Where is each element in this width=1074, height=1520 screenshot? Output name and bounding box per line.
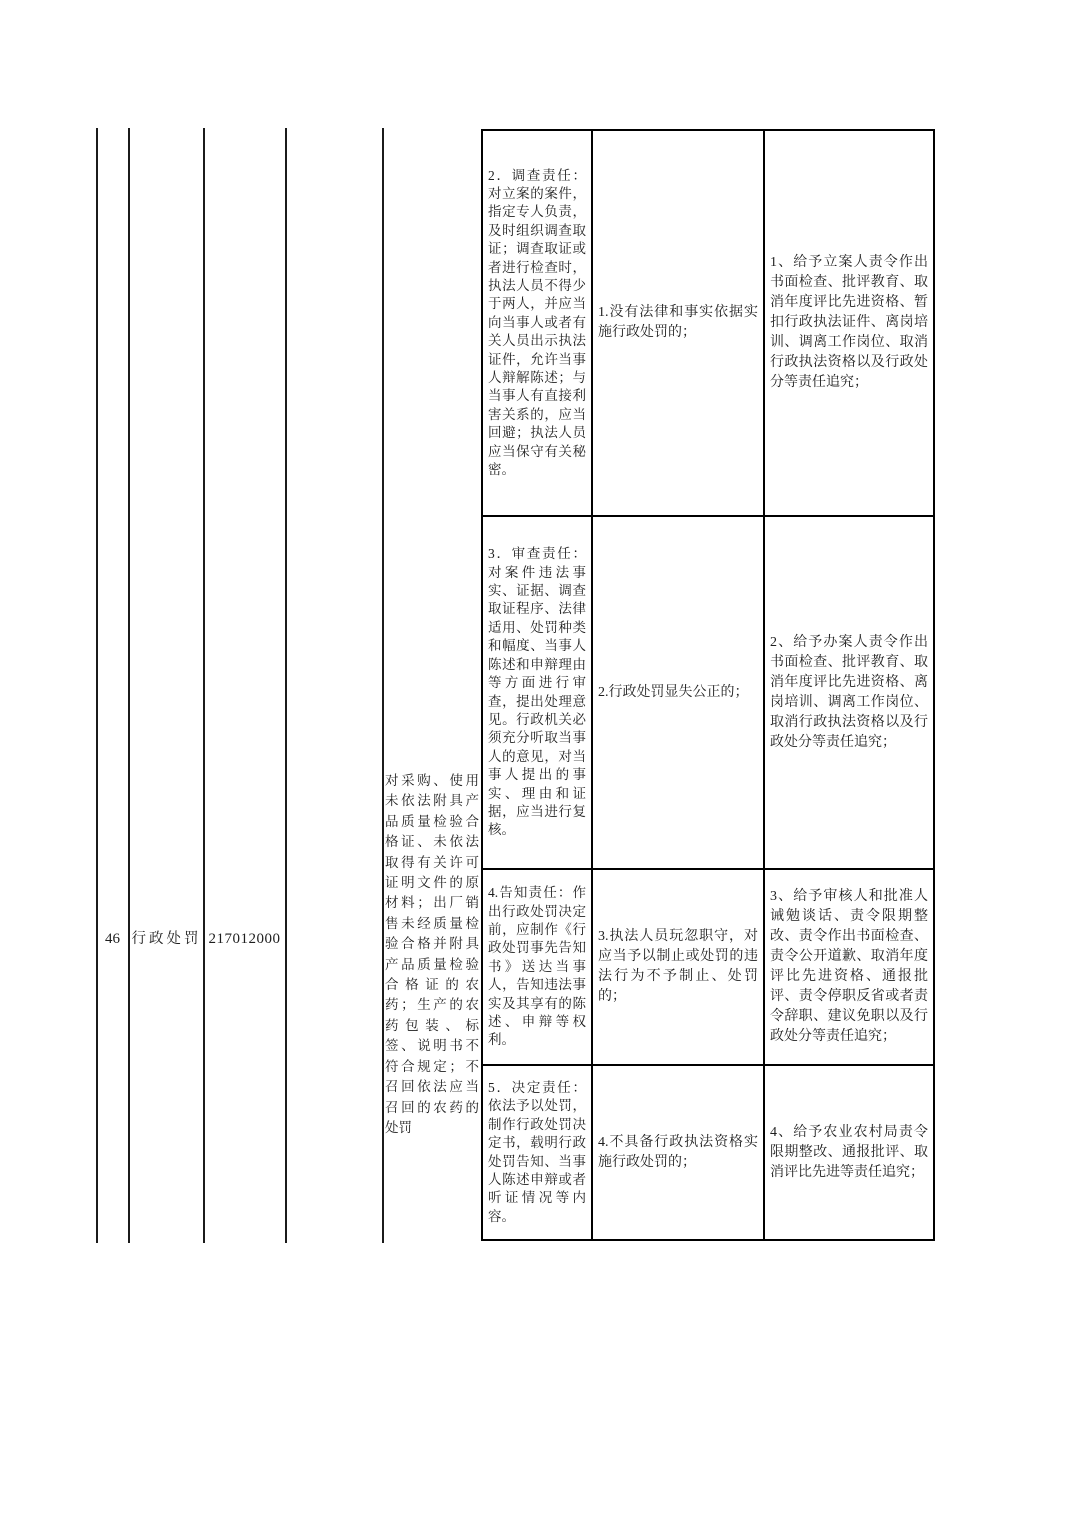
duty-text: 5．决定责任：依法予以处罚，制作行政处罚决定书，载明行政处罚告知、当事人陈述申辩或者听证情况等内容。 — [488, 1079, 586, 1224]
accountability-measure-cell — [765, 1066, 933, 1239]
power-type-cell: 行政处罚 — [131, 931, 202, 947]
duty-text: 4.告知责任：作出行政处罚决定前，应制作《行政处罚事先告知书》送达当事人，告知违法事实及其享有的陈述、申辩等权利。 — [488, 885, 586, 1048]
accountability-situation-cell — [593, 517, 765, 870]
table-gridline — [128, 128, 130, 1243]
situation-text: 4.不具备行政执法资格实施行政处罚的； — [598, 1134, 758, 1170]
situation-text: 2.行政处罚显失公正的； — [598, 684, 749, 700]
responsibility-table — [481, 129, 935, 1241]
accountability-measure-cell — [765, 517, 933, 870]
measure-text: 2、给予办案人责令作出书面检查、批评教育、取消年度评比先进资格、离岗培训、调离工作岗位、取消行政执法资格以及行政处分等责任追究； — [770, 634, 928, 750]
duty-text: 2．调查责任：对立案的案件，指定专人负责，及时组织调查取证；调查取证或者进行检查时，执法人员不得少于两人，并应当向当事人或者有关人员出示执法证件，允许当事人辩解陈述；与当事人有直接利害关系的，应当回避；执法人员应当保守有关秘密。 — [488, 167, 586, 478]
accountability-situation-cell — [593, 870, 765, 1066]
table-gridline — [96, 128, 98, 1243]
measure-text: 1、给予立案人责令作出书面检查、批评教育、取消年度评比先进资格、暂扣行政执法证件、离岗培训、调离工作岗位、取消行政执法资格以及行政处分等责任追究； — [770, 255, 928, 390]
duty-cell — [483, 517, 593, 870]
seq-number-cell: 46 — [105, 931, 120, 947]
duty-cell — [483, 1066, 593, 1239]
accountability-situation-cell — [593, 131, 765, 517]
situation-text: 1.没有法律和事实依据实施行政处罚的； — [598, 305, 758, 340]
duty-cell — [483, 870, 593, 1066]
measure-text: 4、给予农业农村局责令限期整改、通报批评、取消评比先进等责任追究； — [770, 1124, 928, 1180]
situation-text: 3.执法人员玩忽职守，对应当予以制止或处罚的违法行为不予制止、处罚的； — [598, 929, 758, 1004]
measure-text: 3、给予审核人和批准人诫勉谈话、责令限期整改、责令作出书面检查、责令公开道歉、取消年度评比先进资格、通报批评、责令停职反省或者责令辞职、建议免职以及行政处分等责任追究； — [770, 889, 928, 1044]
duty-text: 3．审查责任：对案件违法事实、证据、调查取证程序、法律适用、处罚种类和幅度、当事人陈述和申辩理由等方面进行审查，提出处理意见。行政机关必须充分听取当事人的意见，对当事人提出的事实、理由和证据，应当进行复核。 — [488, 546, 586, 838]
accountability-measure-cell — [765, 131, 933, 517]
duty-cell — [483, 131, 593, 517]
table-gridline — [285, 128, 287, 1243]
power-code-cell: 217012000 — [208, 931, 281, 947]
accountability-situation-cell — [593, 1066, 765, 1239]
table-gridline — [382, 128, 384, 1243]
accountability-measure-cell — [765, 870, 933, 1066]
power-item-name-cell: 对采购、使用未依法附具产品质量检验合格证、未依法取得有关许可证明文件的原材料；出厂销售未经质量检验合格并附具产品质量检验合格证的农药；生产的农药包装、标签、说明书不符合规定；不召回依法应当召回的农药的处罚 — [385, 773, 479, 1135]
table-gridline — [203, 128, 205, 1243]
